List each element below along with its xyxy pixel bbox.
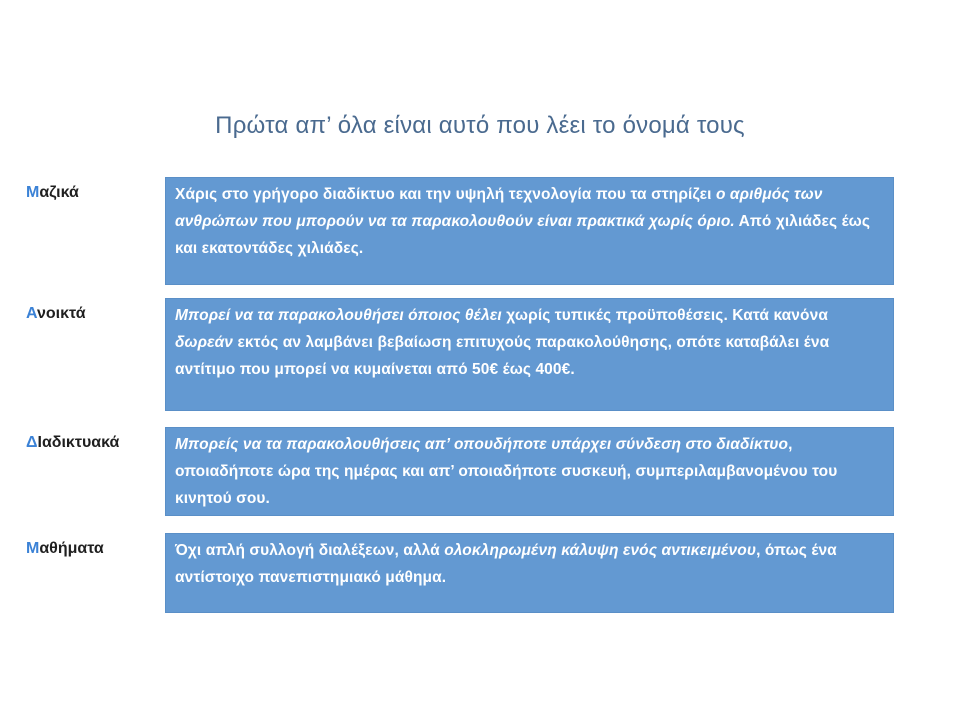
definition-box-massive [165,177,894,285]
definition-text-emphasis: Μπορείς να τα παρακολουθήσεις απ’ οπουδήποτε υπάρχει σύνδεση στο διαδίκτυο [175,436,789,453]
definition-text: , οποιαδήποτε ώρα της ημέρας και απ’ οποιαδήποτε συσκευή, συμπεριλαμβανομένου του κινητού σου. [175,436,838,507]
definition-box-online [165,427,894,516]
definition-text-emphasis: ολοκληρωμένη κάλυψη ενός αντικειμένου [444,542,757,559]
row-label-online [26,434,119,452]
definition-text-emphasis: ο αριθμός των ανθρώπων που μπορούν να τα παρακολουθούν είναι πρακτικά χωρίς όριο. [175,186,823,230]
row-label-massive [26,184,79,202]
row-label-courses [26,540,104,558]
definition-text: χωρίς τυπικές προϋποθέσεις. Κατά κανόνα [501,307,828,324]
definition-text: Χάρις στο γρήγορο διαδίκτυο και την υψηλή τεχνολογία που τα στηρίζει [175,186,716,203]
definition-text: Όχι απλή συλλογή διαλέξεων, αλλά [175,542,445,559]
row-label-initial: Δ [26,434,38,451]
row-label-open [26,305,86,323]
row-label-rest: αζικά [39,184,79,201]
row-label-rest: Ιαδικτυακά [37,434,120,451]
definition-text: εκτός αν λαμβάνει βεβαίωση επιτυχούς παρακολούθησης, οπότε καταβάλει ένα αντίτιμο που μπορεί να κυμαίνεται από 50€ έως 400€. [175,334,830,378]
slide-title: Πρώτα απ’ όλα είναι αυτό που λέει το όνομά τους [215,112,745,139]
row-label-initial: Μ [26,184,40,201]
definition-text: Από χιλιάδες έως και εκατοντάδες χιλιάδες. [175,213,871,257]
definition-text-emphasis: Μπορεί να τα παρακολουθήσει όποιος θέλει [175,307,502,324]
row-label-rest: αθήματα [39,540,104,557]
row-label-initial: Μ [26,540,40,557]
definition-box-courses [165,533,894,613]
definition-text-emphasis: δωρεάν [175,334,234,351]
row-label-initial: Α [26,305,37,322]
definition-box-open [165,298,894,411]
row-label-rest: νοικτά [36,305,86,322]
definition-text: , όπως ένα αντίστοιχο πανεπιστημιακό μάθημα. [175,542,837,586]
